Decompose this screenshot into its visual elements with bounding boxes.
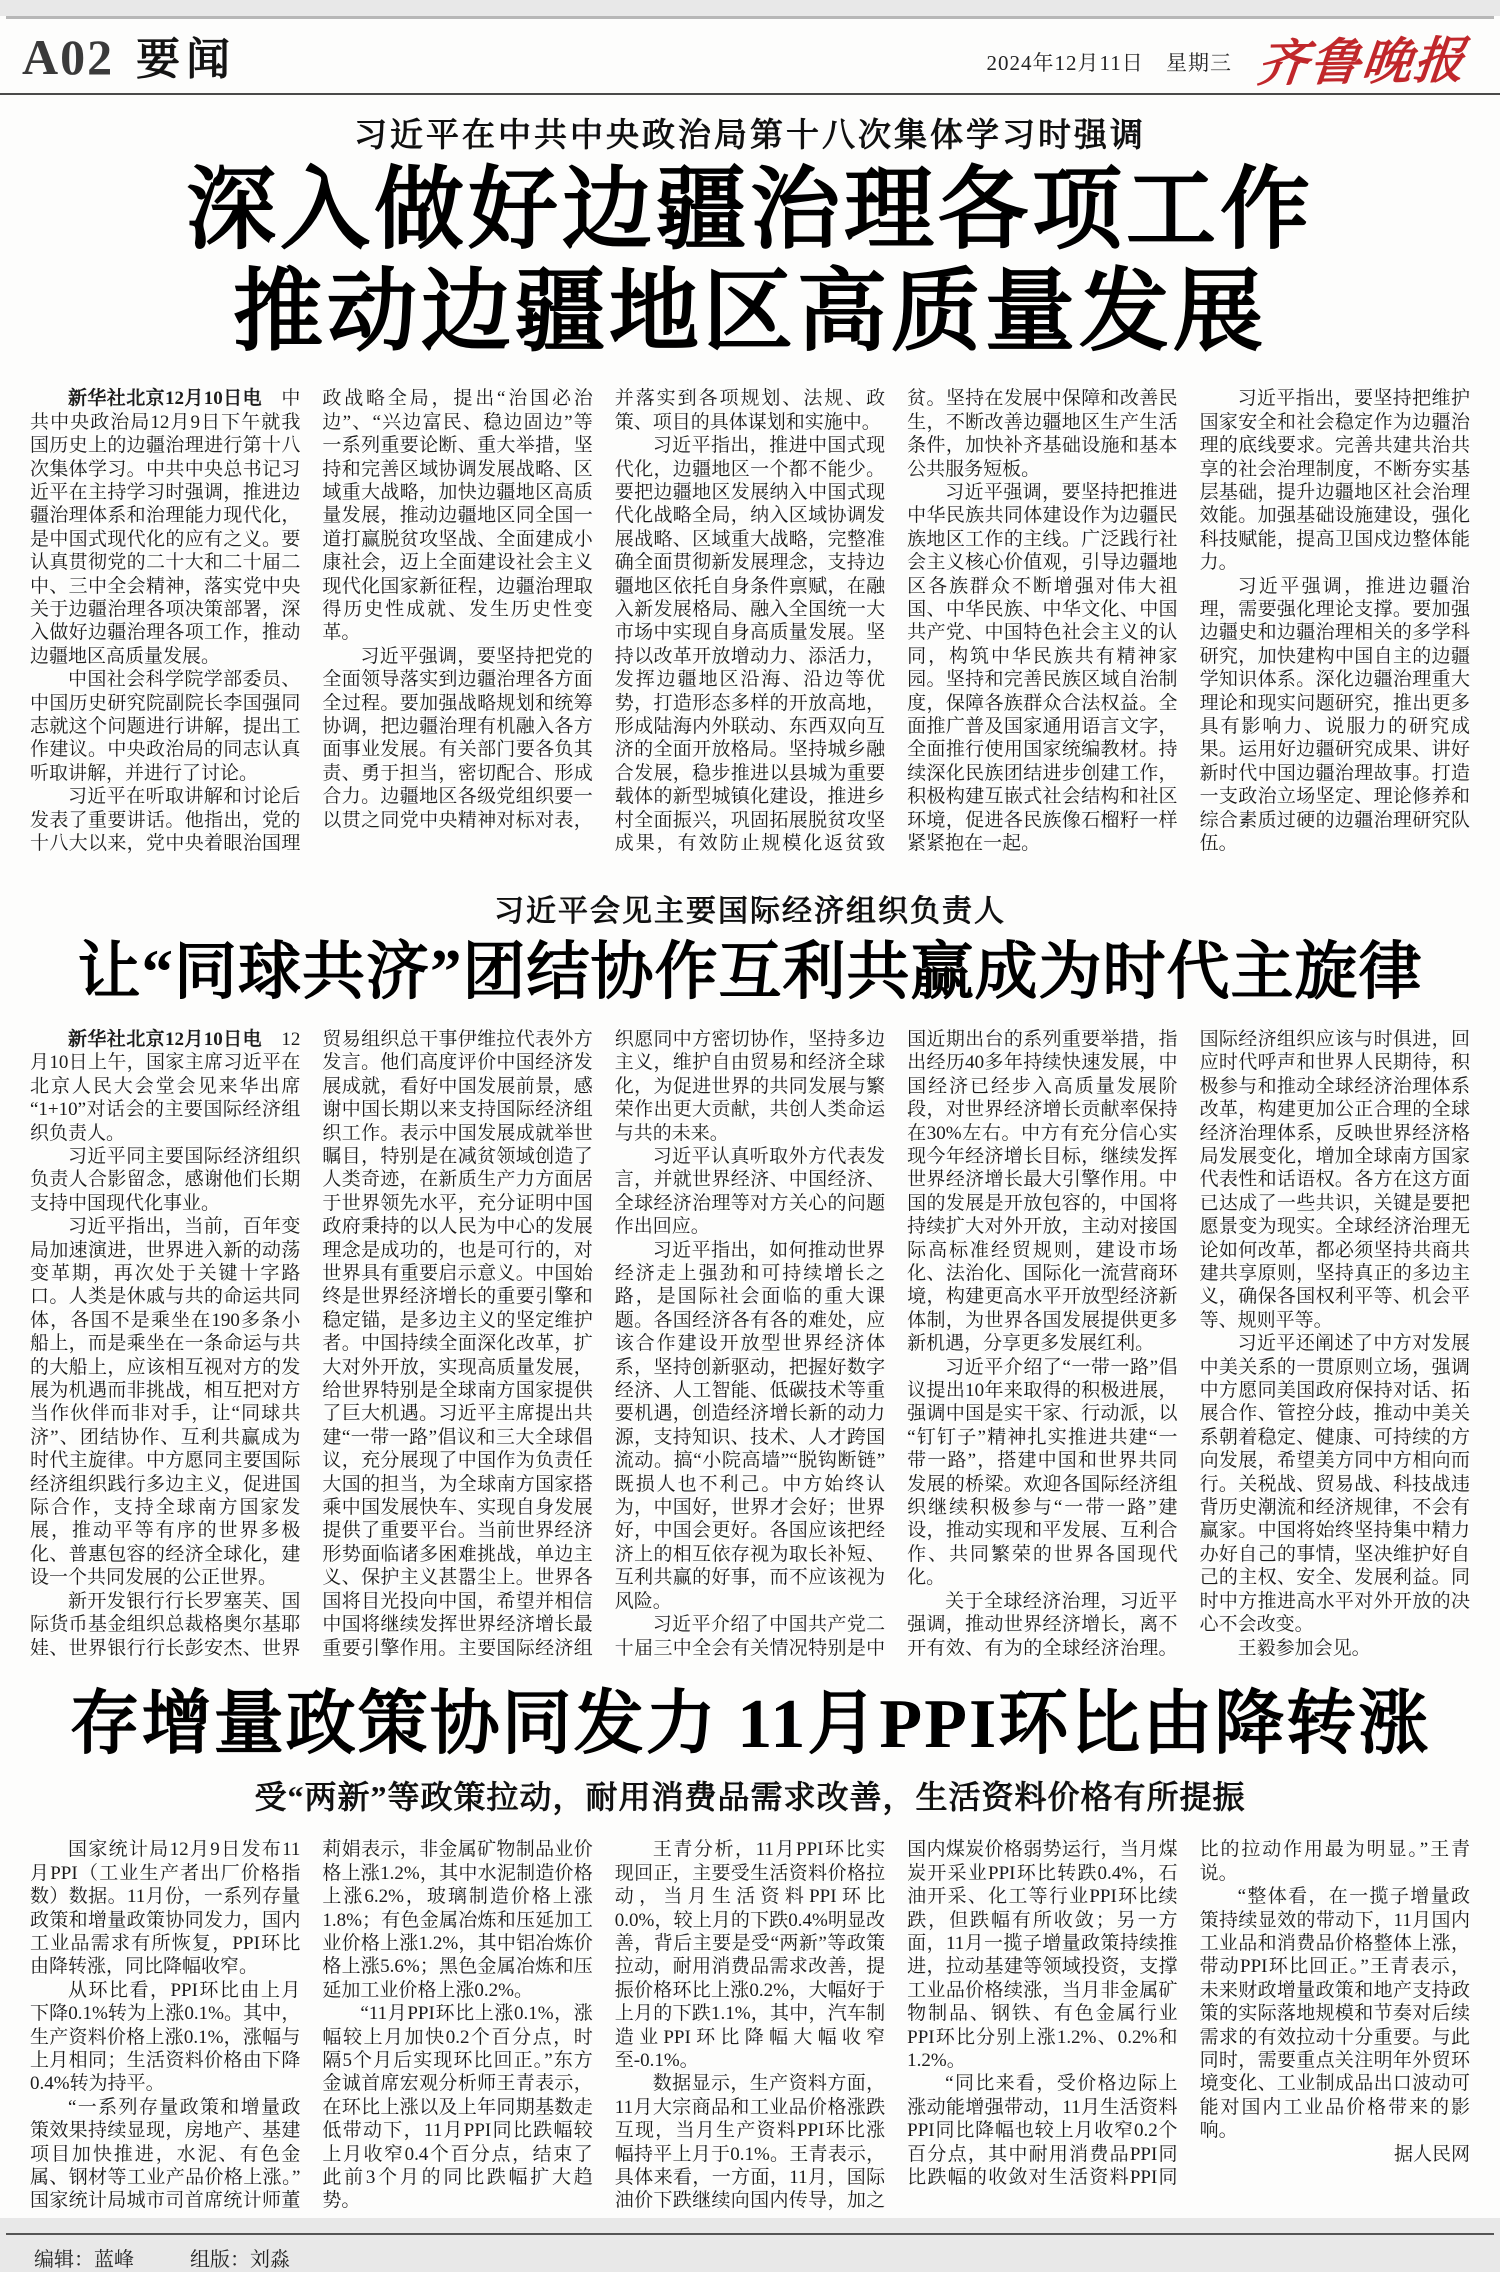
paragraph: 从环比看，PPI环比由上月下降0.1%转为上涨0.1%。其中，生产资料价格上涨0.1%，涨幅与上月相同；生活资料价格由下降0.4%转为持平。 bbox=[30, 1979, 301, 2095]
paragraph: 新华社北京12月10日电 12月10日上午，国家主席习近平在北京人民大会堂会见来华出席“1+10”对话会的主要国际经济组织负责人。 bbox=[30, 1028, 301, 1144]
paragraph: 习近平指出，要坚持把维护国家安全和社会稳定作为边疆治理的底线要求。完善共建共治共享的社会治理制度，不断夯实基层基础，提升边疆地区社会治理效能。加强基础设施建设，强化科技赋能，提高卫国戍边整体能力。 bbox=[1199, 388, 1470, 574]
article2-kicker: 习近平会见主要国际经济组织负责人 bbox=[494, 894, 1006, 928]
paragraph: 王青分析，11月PPI环比实现回正，主要受生活资料价格拉动，当月生活资料PPI环比0.0%，较上月的下跌0.4%明显改善，背后主要是受“两新”等政策拉动，耐用消费品需求改善，提振价格环比上涨0.2%，大幅好于上月的下跌1.1%，其中，汽车制造业PPI环比降幅大幅收窄至-0.1%。 bbox=[614, 1839, 886, 2071]
layout-credit: 组版：刘淼 bbox=[190, 2248, 290, 2271]
paragraph: 习近平介绍了“一带一路”倡议提出10年来取得的积极进展，强调中国是实干家、行动派，以“钉钉子”精神扎实推进共建“一带一路”，搭建中国和世界共同发展的桥梁。欢迎各国际经济组织继续积极参与“一带一路”建设，推动实现和平发展、互利合作、共同繁荣的世界各国现代化。 bbox=[907, 1356, 1178, 1589]
source-credit: 据人民网 bbox=[1393, 2143, 1470, 2165]
paragraph: “11月PPI环比上涨0.1%，涨幅较上月加快0.2个百分点，时隔5个月后实现环比回正。”东方金诚首席宏观分析师王青表示，在环比上涨以及上年同期基数走低带动下，11月PPI同比跌幅较上月收窄0.4个百分点，结束了此前3个月的同比跌幅扩大趋势。 bbox=[322, 2003, 593, 2212]
paragraph: 习近平还阐述了中方对发展中美关系的一贯原则立场，强调中方愿同美国政府保持对话、拓展合作、管控分歧，推动中美关系朝着稳定、健康、可持续的方向发展，希望美方同中方相向而行。关税战、贸易战、科技战违背历史潮流和经济规律，不会有赢家。中国将始终坚持集中精力办好自己的事情，坚决维护好自己的主权、安全、发展利益。同时中方推进高水平对外开放的决心不会改变。 bbox=[1199, 1333, 1470, 1636]
article-border-governance bbox=[0, 109, 1500, 856]
paragraph: 习近平指出，推进中国式现代化，边疆地区一个都不能少。要把边疆地区发展纳入中国式现代化战略全局，纳入区域协调发展战略、区域重大战略，完整准确全面贯彻新发展理念，支持边疆地区依托自身条件禀赋，在融入新发展格局、融入全国统一大市场中实现自身高质量发展。坚持以改革开放增动力、添活力，发挥边疆地区沿海、沿边等优势，打造形态多样的开放高地，形成陆海内外联动、东西双向互济的全面开放格局。坚持城乡融合发展，稳步推进以县城为重要载体的新型城镇化建设，推进乡村全面振兴，巩固拓展脱贫攻坚成果，有效防止规模化返贫致贫。坚持在发展中保障和改善民生，不断改善边疆地区生产生活条件，加快补齐基础设施和基本公共服务短板。 bbox=[614, 388, 1178, 855]
article1-headline-line1: 深入做好边疆治理各项工作 bbox=[186, 161, 1314, 260]
paragraph: 数据显示，生产资料方面，11月大宗商品和工业品价格涨跌互现，当月生产资料PPI环比涨幅持平上月于0.1%。王青表示，具体来看，一方面，11月，国际油价下跌继续向国内传导，加之国内煤炭价格弱势运行，当月煤炭开采业PPI环比转跌0.4%，石油开采、化工等行业PPI环比续跌，但跌幅有所收敛；另一方面，11月一揽子增量政策持续推进，拉动基建等领域投资，支撑工业品价格续涨，当月非金属矿物制品、钢铁、有色金属行业PPI环比分别上涨1.2%、0.2%和1.2%。 bbox=[614, 1839, 1178, 2212]
paragraph: 习近平在听取讲解和讨论后发表了重要讲话。他指出，党的十八大以来，党中央着眼治国理政战略全局，提出“治国必治边”、“兴边富民、稳边固边”等一系列重要论断、重大举措，坚持和完善区域协调发展战略、区域重大战略，加快边疆地区高质量发展，推动边疆地区同全国一道打赢脱贫攻坚战、全面建成小康社会，迈上全面建设社会主义现代化国家新征程，边疆治理取得历史性成就、发生历史性变革。 bbox=[30, 388, 593, 855]
paragraph: 习近平强调，要坚持把党的全面领导落实到边疆治理各方面全过程。要加强战略规划和统筹协调，把边疆治理有机融入各方面事业发展。有关部门要各负其责、勇于担当，密切配合、形成合力。边疆地区各级党组织要一以贯之同党中央精神对标对表，并落实到各项规划、法规、政策、项目的具体谋划和实施中。 bbox=[322, 388, 886, 831]
paragraph: “同比来看，受价格边际上涨动能增强带动，11月生活资料PPI同比降幅也较上月收窄0.2个百分点，其中耐用消费品PPI同比跌幅的收敛对生活资料PPI同比的拉动作用最为明显。”王青说。 bbox=[907, 1839, 1470, 2188]
article1-headline-line2: 推动边疆地区高质量发展 bbox=[233, 262, 1267, 362]
article1-body bbox=[30, 387, 1470, 855]
paragraph: 关于全球经济治理，习近平强调，推动世界经济增长，离不开有效、有为的全球经济治理。国际经济组织应该与时俱进，回应时代呼声和世界人民期待，积极参与和推动全球经济治理体系改革，构建更加公正合理的全球经济治理体系，反映世界经济格局发展变化，增加全球南方国家代表性和话语权。各方在这方面已达成了一些共识，关键是要把愿景变为现实。全球经济治理无论如何改革，都必须坚持共商共建共享原则，坚持真正的多边主义，确保各国权利平等、机会平等、规则平等。 bbox=[907, 1028, 1470, 1659]
article1-headline bbox=[0, 160, 1500, 363]
page-footer bbox=[0, 2235, 1500, 2272]
paragraph: 新开发银行行长罗塞芙、国际货币基金组织总裁格奥尔基耶娃、世界银行行长彭安杰、世界贸易组织总干事伊维拉代表外方发言。他们高度评价中国经济发展成就，看好中国发展前景，感谢中国长期以来支持国际经济组织工作。表示中国发展成就举世瞩目，特别是在减贫领域创造了人类奇迹，在新质生产力方面居于世界领先水平，充分证明中国政府秉持的以人民为中心的发展理念是成功的，也是可行的，对世界具有重要启示意义。中国始终是世界经济增长的重要引擎和稳定锚，是多边主义的坚定维护者。中国持续全面深化改革，扩大对外开放，实现高质量发展，给世界特别是全球南方国家提供了巨大机遇。习近平主席提出共建“一带一路”倡议和三大全球倡议，充分展现了中国作为负责任大国的担当，为全球南方国家搭乘中国发展快车、实现自身发展提供了重要平台。当前世界经济形势面临诸多困难挑战，单边主义、保护主义甚嚣尘上。世界各国将目光投向中国，希望并相信中国将继续发挥世界经济增长最重要引擎作用。主要国际经济组织愿同中方密切协作，坚持多边主义，维护自由贸易和经济全球化，为促进世界的共同发展与繁荣作出更大贡献，共创人类命运与共的未来。 bbox=[30, 1028, 886, 1659]
page-header bbox=[0, 19, 1500, 95]
publication-date bbox=[987, 47, 1232, 87]
weekday-text: 星期三 bbox=[1166, 51, 1232, 75]
article3-headline: 存增量政策协同发力 11月PPI环比由降转涨 bbox=[69, 1685, 1431, 1763]
article1-kicker: 习近平在中共中央政治局第十八次集体学习时强调 bbox=[354, 118, 1146, 154]
paragraph: 中国社会科学院学部委员、中国历史研究院副院长李国强同志就这个问题进行讲解，提出工作建议。中央政治局的同志认真听取讲解，并进行了讨论。 bbox=[30, 669, 301, 784]
paragraph: 习近平介绍了中国共产党二十届三中全会有关情况特别是中国近期出台的系列重要举措，指出经历40多年持续快速发展，中国经济已经步入高质量发展阶段，对世界经济增长贡献率保持在30%左右。中方有充分信心实现今年经济增长目标，继续发挥世界经济增长最大引擎作用。中国的发展是开放包容的，中国将持续扩大对外开放，主动对接国际高标准经贸规则，建设市场化、法治化、国际化一流营商环境，构建更高水平开放型经济新体制，为世界各国发展提供更多新机遇，分享更多发展红利。 bbox=[614, 1028, 1178, 1659]
paragraph: 习近平强调，要坚持把推进中华民族共同体建设作为边疆民族地区工作的主线。广泛践行社会主义核心价值观，引导边疆地区各族群众不断增强对伟大祖国、中华民族、中华文化、中国共产党、中国特色社会主义的认同，构筑中华民族共有精神家园。坚持和完善民族区域自治制度，保障各族群众合法权益。全面推广普及国家通用语言文字，全面推行使用国家统编教材。持续深化民族团结进步创建工作，积极构建互嵌式社会结构和社区环境，促进各民族像石榴籽一样紧紧抱在一起。 bbox=[907, 482, 1178, 855]
header-right bbox=[986, 32, 1474, 92]
paragraph: 王毅参加会见。 bbox=[1237, 1637, 1371, 1659]
article-ppi-november bbox=[0, 1686, 1500, 2213]
article2-body bbox=[30, 1028, 1470, 1660]
paragraph: 国家统计局12月9日发布11月PPI（工业生产者出厂价格指数）数据。11月份，一系列存量政策和增量政策协同发力，国内工业品需求有所恢复，PPI环比由降转涨，同比降幅收窄。 bbox=[30, 1839, 301, 1978]
newspaper-page bbox=[0, 16, 1500, 2271]
paragraph: “一系列存量政策和增量政策效果持续显现，房地产、基建项目加快推进，水泥、有色金属、钢材等工业产品价格上涨。”国家统计局城市司首席统计师董莉娟表示，非金属矿物制品业价格上涨1.2%，其中水泥制造价格上涨6.2%，玻璃制造价格上涨1.8%；有色金属冶炼和压延加工业价格上涨1.2%，其中铝冶炼价格上涨5.6%；黑色金属冶炼和压延加工业价格上涨0.2%。 bbox=[30, 1839, 593, 2212]
dateline: 新华社北京12月10日电 bbox=[68, 1028, 262, 1050]
paragraph: 习近平强调，推进边疆治理，需要强化理论支撑。要加强边疆史和边疆治理相关的多学科研究，加快建构中国自主的边疆学知识体系。深化边疆治理重大理论和现实问题研究，推出更多具有影响力、说服力的研究成果。运用好边疆研究成果、讲好新时代中国边疆治理故事。打造一支政治立场坚定、理论修养和综合素质过硬的边疆治理研究队伍。 bbox=[1199, 575, 1470, 855]
paragraph: 新华社北京12月10日电 中共中央政治局12月9日下午就我国历史上的边疆治理进行第十八次集体学习。中共中央总书记习近平在主持学习时强调，推进边疆治理体系和治理能力现代化，是中国式现代化的应有之义。要认真贯彻党的二十大和二十届二中、三中全会精神，落实党中央关于边疆治理各项决策部署，深入做好边疆治理各项工作，推动边疆地区高质量发展。 bbox=[30, 388, 301, 667]
dateline: 新华社北京12月10日电 bbox=[68, 388, 262, 410]
article3-deck: 受“两新”等政策拉动，耐用消费品需求改善，生活资料价格有所提振 bbox=[254, 1779, 1246, 1816]
article3-body bbox=[30, 1838, 1470, 2213]
section-title: 要闻 bbox=[136, 35, 237, 84]
paragraph: 习近平同主要国际经济组织负责人合影留念，感谢他们长期支持中国现代化事业。 bbox=[30, 1145, 301, 1214]
paragraph: 习近平指出，当前，百年变局加速演进，世界进入新的动荡变革期，再次处于关键十字路口。人类是休戚与共的命运共同体，各国不是乘坐在190多条小船上，而是乘坐在一条命运与共的大船上，应该相互视对方的发展为机遇而非挑战，相互把对方当作伙伴而非对手，让“同球共济”、团结协作、互利共赢成为时代主旋律。中方愿同主要国际经济组织践行多边主义，促进国际合作，支持全球南方国家发展，推动平等有序的世界多极化、普惠包容的经济全球化，建设一个共同发展的公正世界。 bbox=[30, 1216, 301, 1589]
edition-block bbox=[22, 23, 236, 87]
edition-number: A02 bbox=[22, 29, 115, 85]
editor-credit: 编辑：蓝峰 bbox=[34, 2248, 134, 2271]
article-economic-orgs-meeting bbox=[0, 886, 1500, 1660]
paragraph: “整体看，在一揽子增量政策持续显效的带动下，11月国内工业品和消费品价格整体上涨，带动PPI环比回正。”王青表示，未来财政增量政策和地产支持政策的实际落地规模和节奏对后续需求的有效拉动十分重要。与此同时，需要重点关注明年外贸环境变化、工业制成品出口波动可能对国内工业品价格带来的影响。 bbox=[1199, 1886, 1470, 2142]
paragraph: 习近平认真听取外方代表发言，并就世界经济、中国经济、全球经济治理等对方关心的问题作出回应。 bbox=[614, 1145, 886, 1238]
article2-headline: 让“同球共济”团结协作互利共赢成为时代主旋律 bbox=[77, 936, 1423, 1007]
paragraph: 习近平指出，如何推动世界经济走上强劲和可持续增长之路，是国际社会面临的重大课题。各国经济各有各的难处，应该合作建设开放型世界经济体系，坚持创新驱动，把握好数字经济、人工智能、低碳技术等重要机遇，创造经济增长新的动力源，支持知识、技术、人才跨国流动。搞“小院高墙”“脱钩断链”既损人也不利己。中方始终认为，中国好，世界才会好；世界好，中国会更好。各国应该把经济上的相互依存视为取长补短、互利共赢的好事，而不应该视为风险。 bbox=[614, 1239, 886, 1612]
masthead-logo: 齐鲁晚报 bbox=[1254, 32, 1470, 92]
date-text: 2024年12月11日 bbox=[986, 51, 1144, 75]
